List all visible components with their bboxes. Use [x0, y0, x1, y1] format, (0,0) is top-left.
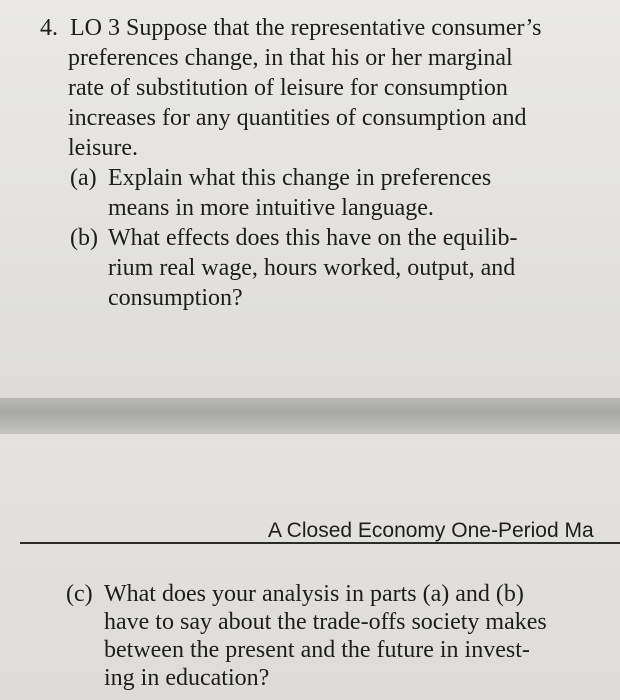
page-fold — [0, 398, 620, 434]
part-c-line: between the present and the future in invest- — [104, 637, 530, 663]
part-b-line: What effects does this have on the equilib- — [108, 225, 518, 251]
question-line: LO 3 Suppose that the representative consumer’s — [70, 15, 542, 41]
part-b-line: rium real wage, hours worked, output, and — [108, 255, 516, 281]
part-c-line: What does your analysis in parts (a) and (b) — [104, 581, 524, 607]
part-c-label: (c) — [66, 581, 93, 607]
header-rule — [20, 542, 620, 544]
part-c-line: have to say about the trade-offs society makes — [104, 609, 547, 635]
part-b-line: consumption? — [108, 285, 243, 311]
part-b-label: (b) — [70, 225, 98, 251]
question-line: preferences change, in that his or her marginal — [68, 45, 513, 71]
question-line: leisure. — [68, 135, 138, 161]
question-line: increases for any quantities of consumption and — [68, 105, 527, 131]
part-c-line: ing in education? — [104, 665, 270, 691]
question-line: rate of substitution of leisure for consumption — [68, 75, 508, 101]
part-a-label: (a) — [70, 165, 97, 191]
part-a-line: means in more intuitive language. — [108, 195, 434, 221]
running-header: A Closed Economy One-Period Ma — [268, 519, 594, 542]
question-number: 4. — [40, 15, 58, 41]
part-a-line: Explain what this change in preferences — [108, 165, 492, 191]
